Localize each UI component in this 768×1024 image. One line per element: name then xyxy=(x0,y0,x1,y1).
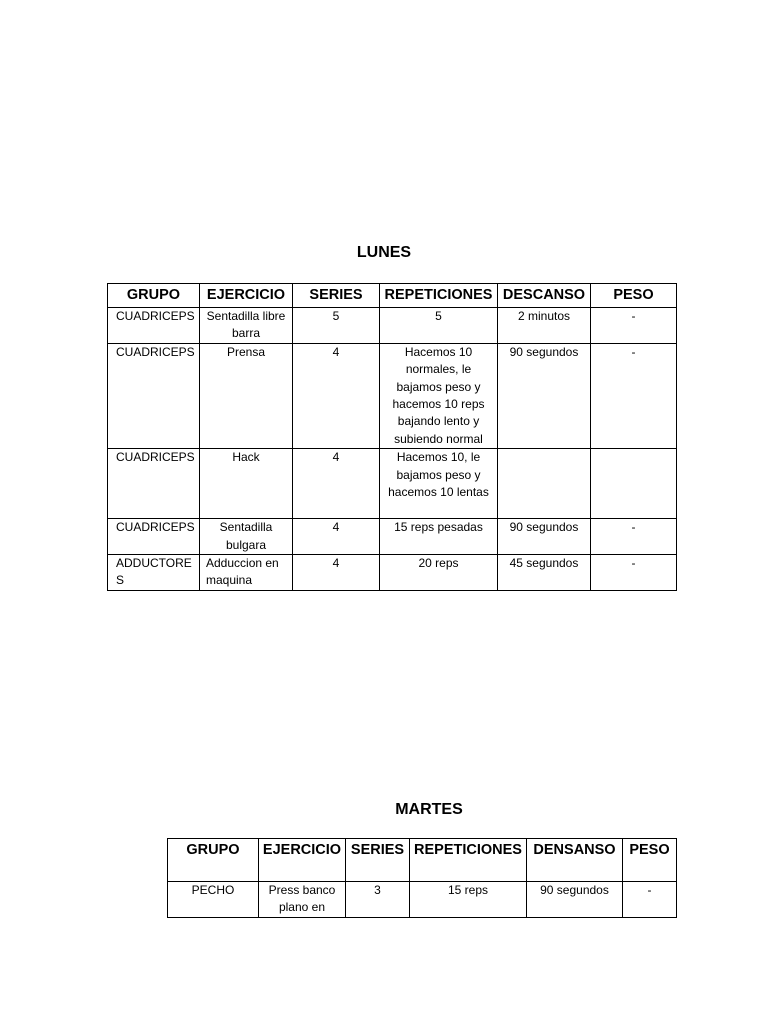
cell-grupo: CUADRICEPS xyxy=(108,449,200,519)
header-descanso: DENSANSO xyxy=(527,839,623,882)
header-repeticiones: REPETICIONES xyxy=(380,284,498,308)
table-row xyxy=(108,519,677,555)
cell-repeticiones: 15 reps pesadas xyxy=(380,519,498,555)
header-series: SERIES xyxy=(293,284,380,308)
cell-descanso: 2 minutos xyxy=(498,308,591,344)
cell-peso: - xyxy=(591,519,677,555)
header-row xyxy=(108,284,677,308)
table-row xyxy=(108,308,677,344)
cell-peso: - xyxy=(591,308,677,344)
header-peso: PESO xyxy=(591,284,677,308)
cell-repeticiones: Hacemos 10, le bajamos peso y hacemos 10 lentas xyxy=(380,449,498,519)
cell-repeticiones: 20 reps xyxy=(380,555,498,591)
cell-ejercicio: Sentadilla bulgara xyxy=(200,519,293,555)
cell-grupo: CUADRICEPS xyxy=(108,308,200,344)
table-row xyxy=(168,882,677,918)
cell-peso: - xyxy=(623,882,677,918)
header-repeticiones: REPETICIONES xyxy=(410,839,527,882)
cell-series: 5 xyxy=(293,308,380,344)
cell-descanso: 90 segundos xyxy=(498,519,591,555)
header-series: SERIES xyxy=(346,839,410,882)
table-lunes xyxy=(107,283,677,591)
table-martes xyxy=(167,838,677,918)
cell-peso: - xyxy=(591,343,677,448)
header-grupo: GRUPO xyxy=(168,839,259,882)
cell-peso: - xyxy=(591,555,677,591)
cell-descanso: 90 segundos xyxy=(498,343,591,448)
cell-repeticiones: 15 reps xyxy=(410,882,527,918)
header-row xyxy=(168,839,677,882)
title-lunes: LUNES xyxy=(356,244,412,261)
cell-ejercicio: Adduccion en maquina xyxy=(200,555,293,591)
cell-grupo: ADDUCTORES xyxy=(108,555,200,591)
cell-grupo: CUADRICEPS xyxy=(108,519,200,555)
cell-series: 4 xyxy=(293,519,380,555)
table-row xyxy=(108,555,677,591)
cell-ejercicio: Prensa xyxy=(200,343,293,448)
header-ejercicio: EJERCICIO xyxy=(259,839,346,882)
cell-grupo: CUADRICEPS xyxy=(108,343,200,448)
cell-series: 4 xyxy=(293,449,380,519)
header-descanso: DESCANSO xyxy=(498,284,591,308)
table-row xyxy=(108,343,677,448)
cell-series: 4 xyxy=(293,343,380,448)
header-grupo: GRUPO xyxy=(108,284,200,308)
cell-ejercicio: Hack xyxy=(200,449,293,519)
cell-peso xyxy=(591,449,677,519)
cell-grupo: PECHO xyxy=(168,882,259,918)
title-martes: MARTES xyxy=(395,801,463,818)
cell-repeticiones: 5 xyxy=(380,308,498,344)
cell-descanso: 45 segundos xyxy=(498,555,591,591)
header-peso: PESO xyxy=(623,839,677,882)
cell-descanso: 90 segundos xyxy=(527,882,623,918)
cell-ejercicio: Press banco plano en xyxy=(259,882,346,918)
cell-repeticiones: Hacemos 10 normales, le bajamos peso y hacemos 10 reps bajando lento y subiendo normal xyxy=(380,343,498,448)
cell-series: 4 xyxy=(293,555,380,591)
header-ejercicio: EJERCICIO xyxy=(200,284,293,308)
cell-series: 3 xyxy=(346,882,410,918)
cell-descanso xyxy=(498,449,591,519)
table-row xyxy=(108,449,677,519)
cell-ejercicio: Sentadilla libre barra xyxy=(200,308,293,344)
